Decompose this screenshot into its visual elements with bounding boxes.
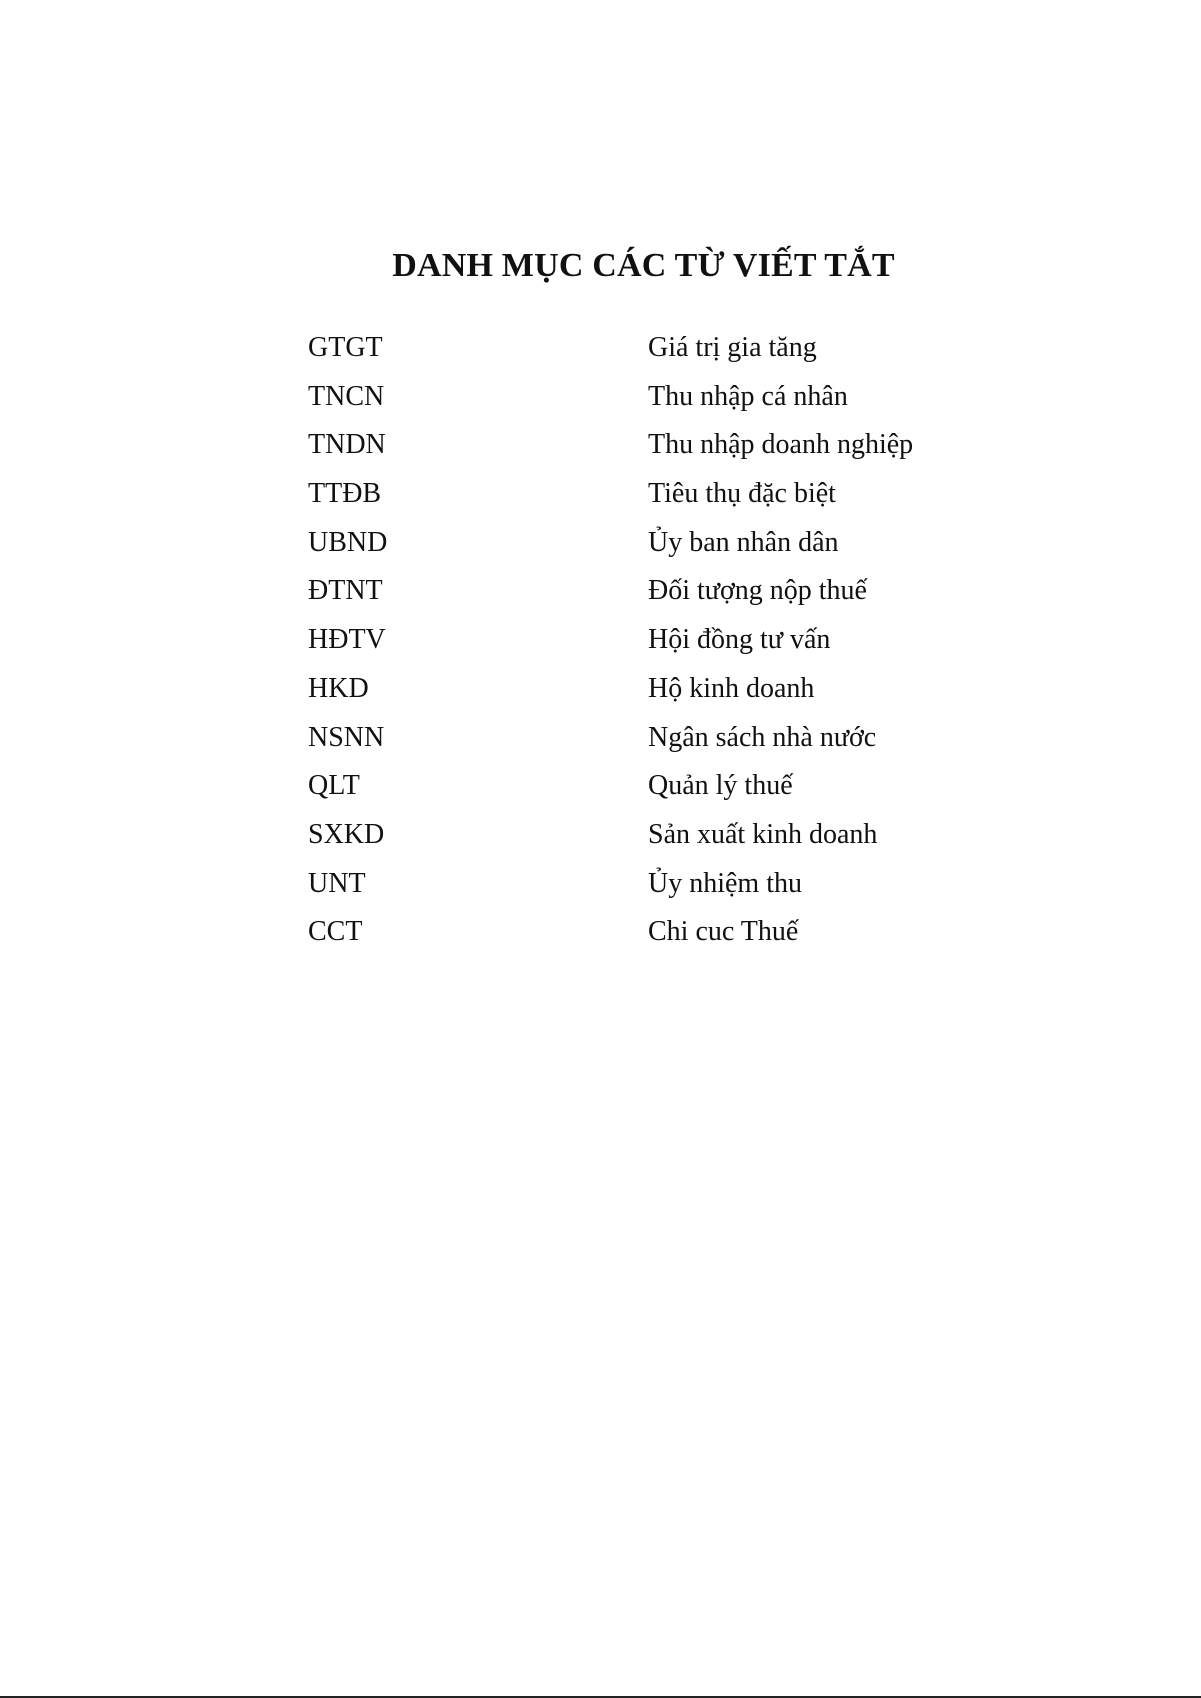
abbreviation-code: TTĐB bbox=[308, 478, 382, 510]
abbreviation-list bbox=[308, 329, 948, 962]
abbreviation-code: HKD bbox=[308, 672, 369, 704]
list-item bbox=[308, 719, 948, 768]
list-item bbox=[308, 621, 948, 670]
abbreviation-code: TNCN bbox=[308, 380, 385, 412]
abbreviation-meaning: Hội đồng tư vấn bbox=[648, 624, 831, 656]
abbreviation-meaning: Ngân sách nhà nước bbox=[648, 721, 877, 753]
abbreviation-meaning: Giá trị gia tăng bbox=[648, 332, 817, 363]
abbreviation-meaning: Hộ kinh doanh bbox=[648, 672, 815, 704]
abbreviation-meaning: Thu nhập doanh nghiệp bbox=[648, 429, 914, 461]
list-item bbox=[308, 865, 948, 914]
list-item bbox=[308, 572, 948, 621]
abbreviation-code: HĐTV bbox=[308, 624, 386, 656]
abbreviation-meaning: Chi cuc Thuế bbox=[648, 916, 799, 948]
abbreviation-meaning: Đối tượng nộp thuế bbox=[648, 575, 867, 607]
abbreviation-code: QLT bbox=[308, 770, 360, 802]
list-item bbox=[308, 670, 948, 719]
list-item bbox=[308, 913, 948, 962]
abbreviation-code: UNT bbox=[308, 867, 366, 899]
list-item bbox=[308, 378, 948, 427]
abbreviation-code: SXKD bbox=[308, 818, 385, 850]
abbreviation-meaning: Ủy ban nhân dân bbox=[648, 526, 839, 558]
abbreviation-code: TNDN bbox=[308, 429, 386, 461]
abbreviation-code: ĐTNT bbox=[308, 575, 383, 607]
abbreviation-meaning: Ủy nhiệm thu bbox=[648, 867, 802, 899]
abbreviation-meaning: Thu nhập cá nhân bbox=[648, 380, 848, 412]
list-item bbox=[308, 329, 948, 378]
abbreviation-code: NSNN bbox=[308, 721, 385, 753]
abbreviation-meaning: Tiêu thụ đặc biệt bbox=[648, 478, 836, 510]
page-title: DANH MỤC CÁC TỪ VIẾT TẮT bbox=[392, 247, 895, 284]
list-item bbox=[308, 816, 948, 865]
abbreviation-code: GTGT bbox=[308, 332, 383, 363]
abbreviation-code: UBND bbox=[308, 526, 388, 558]
abbreviation-meaning: Quản lý thuế bbox=[648, 770, 793, 802]
list-item bbox=[308, 475, 948, 524]
list-item bbox=[308, 426, 948, 475]
list-item bbox=[308, 767, 948, 816]
abbreviation-code: CCT bbox=[308, 916, 363, 948]
list-item bbox=[308, 524, 948, 573]
abbreviation-meaning: Sản xuất kinh doanh bbox=[648, 818, 878, 850]
